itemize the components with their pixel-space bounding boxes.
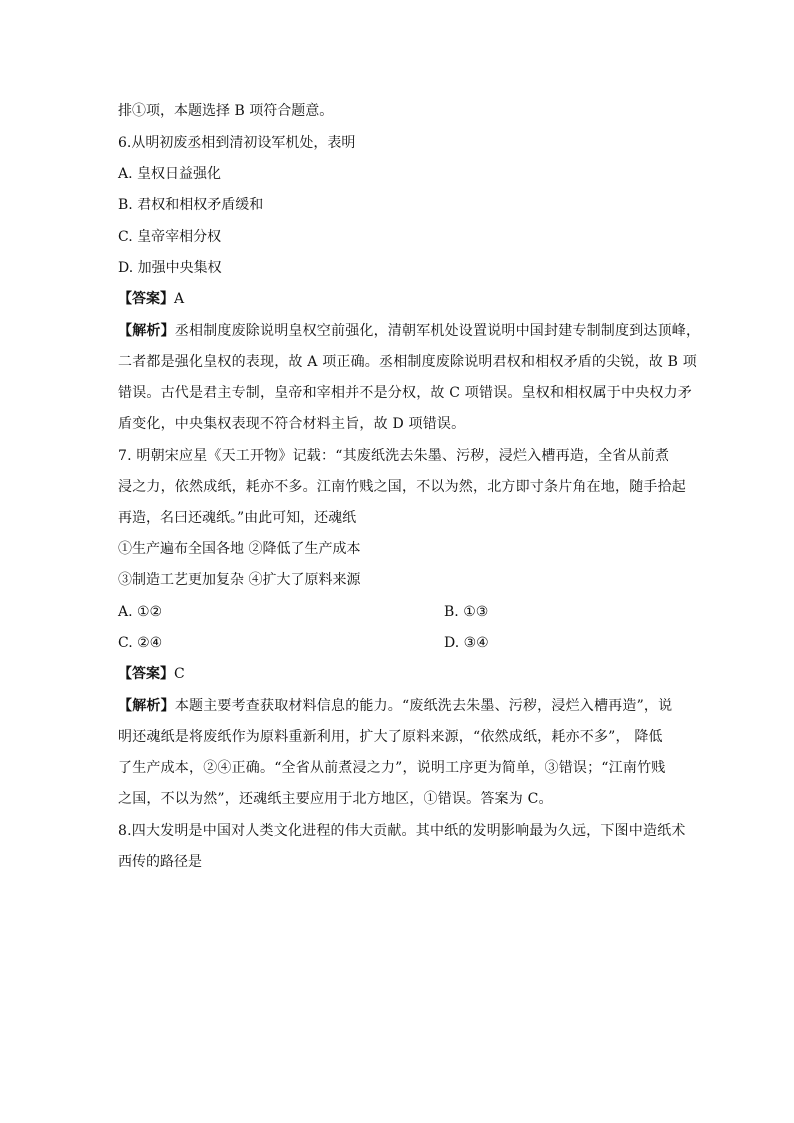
question-7-stem-line: 7. 明朝宋应星《天工开物》记载：“其废纸洗去朱墨、污秽，浸烂入槽再造，全省从前煮: [118, 448, 670, 464]
question-6-explanation-line: 盾变化，中央集权表现不符合材料主旨，故 D 项错误。: [118, 416, 466, 432]
explanation-tag: 【解析】: [118, 698, 175, 714]
question-6-option-b: B. 君权和相权矛盾缓和: [118, 197, 264, 213]
question-7-answer: [118, 664, 185, 684]
explanation-text: 丞相制度废除说明皇权空前强化，清朝军机处设置说明中国封建专制制度到达顶峰，: [174, 323, 701, 339]
question-7-explanation-line: 了生产成本，②④正确。“全省从前煮浸之力”，说明工序更为简单，③错误；“江南竹贱: [118, 760, 666, 776]
question-6-answer: [118, 289, 184, 309]
question-7-stem-line: 再造，名曰还魂纸。”由此可知，还魂纸: [118, 510, 357, 526]
answer-value: A: [174, 291, 185, 307]
text-line: 排①项，本题选择 B 项符合题意。: [118, 103, 334, 119]
question-7-option-d: D. ③④: [444, 635, 489, 651]
explanation-tag: 【解析】: [118, 323, 175, 339]
question-7-option-a: A. ①②: [118, 604, 163, 620]
question-7-option-c: C. ②④: [118, 635, 163, 651]
question-7-statements: ③制造工艺更加复杂 ④扩大了原料来源: [118, 572, 361, 588]
question-6-option-c: C. 皇帝宰相分权: [118, 229, 222, 245]
question-7-statements: ①生产遍布全国各地 ②降低了生产成本: [118, 541, 361, 557]
question-8-stem-line: 8.四大发明是中国对人类文化进程的伟大贡献。其中纸的发明影响最为久远，下图中造纸术: [118, 823, 686, 839]
answer-value: C: [174, 666, 185, 682]
question-8-stem-line: 西传的路径是: [118, 854, 202, 870]
question-7-stem-line: 浸之力，依然成纸，耗亦不多。江南竹贱之国，不以为然，北方即寸条片角在地，随手拾起: [118, 479, 686, 495]
question-7-explanation-line: [118, 696, 672, 716]
answer-tag: 【答案】: [118, 291, 174, 307]
question-7-option-b: B. ①③: [444, 604, 489, 620]
explanation-text: 本题主要考查获取材料信息的能力。“废纸洗去朱墨、污秽，浸烂入槽再造”，说: [174, 698, 673, 714]
question-6-option-a: A. 皇权日益强化: [118, 166, 222, 182]
answer-tag: 【答案】: [118, 666, 174, 682]
question-6-explanation-line: 二者都是强化皇权的表现，故 A 项正确。丞相制度废除说明君权和相权矛盾的尖锐，故 B 项: [118, 354, 697, 370]
question-6-explanation-line: 错误。古代是君主专制，皇帝和宰相并不是分权，故 C 项错误。皇权和相权属于中央权力矛: [118, 385, 693, 401]
question-7-explanation-line: 明还魂纸是将废纸作为原料重新利用，扩大了原料来源，“依然成纸，耗亦不多”， 降低: [118, 729, 663, 745]
question-7-explanation-line: 之国，不以为然”，还魂纸主要应用于北方地区，①错误。答案为 C。: [118, 791, 553, 807]
question-6-explanation-line: [118, 321, 700, 341]
question-6-option-d: D. 加强中央集权: [118, 260, 222, 276]
question-6-stem: 6.从明初废丞相到清初设军机处，表明: [118, 135, 356, 151]
